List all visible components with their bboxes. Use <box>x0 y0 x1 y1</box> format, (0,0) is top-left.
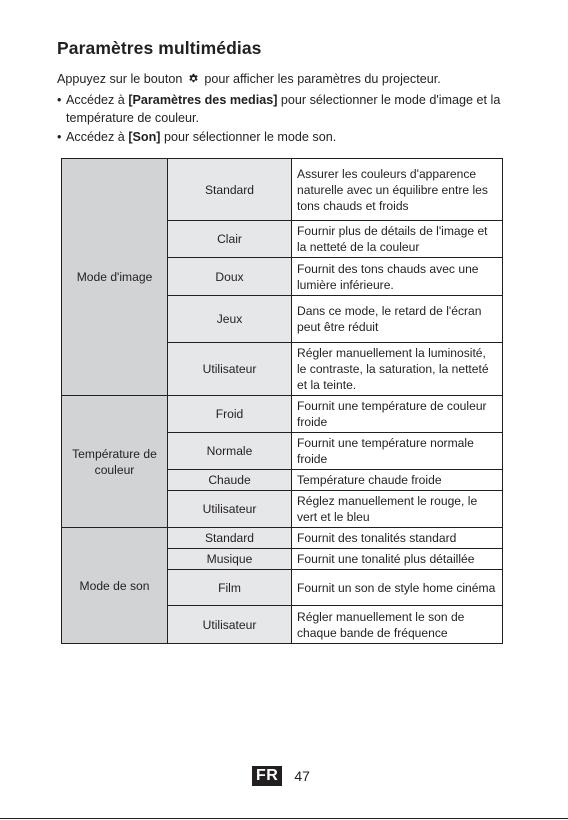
bullet-menu-name: [Son] <box>128 129 161 144</box>
page-number: 47 <box>294 768 310 784</box>
mode-cell: Utilisateur <box>168 491 292 528</box>
description-cell: Réglez manuellement le rouge, le vert et le bleu <box>292 491 503 528</box>
gear-icon <box>188 73 199 84</box>
group-label-color-temperature: Température de couleur <box>62 396 168 528</box>
table-row <box>62 528 503 549</box>
description-cell: Régler manuellement le son de chaque bande de fréquence <box>292 606 503 644</box>
description-cell: Assurer les couleurs d'apparence naturelle avec un équilibre entre les tons chauds et froids <box>292 159 503 221</box>
description-cell: Fournit des tonalités standard <box>292 528 503 549</box>
description-cell: Fournit une température normale froide <box>292 433 503 470</box>
mode-cell: Chaude <box>168 470 292 491</box>
bullet-item-sound <box>57 128 527 147</box>
group-label-sound-mode: Mode de son <box>62 528 168 644</box>
bullet-menu-name: [Paramètres des medias] <box>128 92 278 107</box>
description-cell: Fournit un son de style home cinéma <box>292 570 503 606</box>
table-row <box>62 396 503 433</box>
intro-text-before: Appuyez sur le bouton <box>57 72 183 86</box>
bullet-prefix: Accédez à <box>66 129 129 144</box>
mode-cell: Standard <box>168 528 292 549</box>
description-cell: Fournit une tonalité plus détaillée <box>292 549 503 570</box>
page-title: Paramètres multimédias <box>57 38 262 58</box>
bullet-prefix: Accédez à <box>66 92 129 107</box>
page-bottom-divider <box>0 818 568 819</box>
table-row <box>62 159 503 221</box>
intro-text-after: pour afficher les paramètres du projecteur. <box>204 72 441 86</box>
language-badge: FR <box>252 766 282 786</box>
mode-cell: Normale <box>168 433 292 470</box>
mode-cell: Utilisateur <box>168 606 292 644</box>
settings-table <box>61 158 503 644</box>
description-cell: Régler manuellement la luminosité, le contraste, la saturation, la netteté et la teinte. <box>292 343 503 396</box>
mode-cell: Film <box>168 570 292 606</box>
bullet-suffix: pour sélectionner le mode son. <box>160 129 337 144</box>
bullet-suffix: pour sélectionner le mode d'image et la température de couleur. <box>66 92 501 125</box>
mode-cell: Standard <box>168 159 292 221</box>
mode-cell: Froid <box>168 396 292 433</box>
mode-cell: Utilisateur <box>168 343 292 396</box>
description-cell: Fournit des tons chauds avec une lumière inférieure. <box>292 258 503 296</box>
description-cell: Dans ce mode, le retard de l'écran peut être réduit <box>292 296 503 343</box>
description-cell: Fournit une température de couleur froide <box>292 396 503 433</box>
mode-cell: Musique <box>168 549 292 570</box>
bullet-list <box>57 91 527 147</box>
page-footer <box>252 766 310 786</box>
description-cell: Température chaude froide <box>292 470 503 491</box>
mode-cell: Jeux <box>168 296 292 343</box>
intro-section <box>57 70 527 146</box>
bullet-item-picture <box>57 91 527 128</box>
group-label-picture-mode: Mode d'image <box>62 159 168 396</box>
mode-cell: Clair <box>168 221 292 258</box>
mode-cell: Doux <box>168 258 292 296</box>
description-cell: Fournir plus de détails de l'image et la netteté de la couleur <box>292 221 503 258</box>
intro-text <box>57 70 527 89</box>
